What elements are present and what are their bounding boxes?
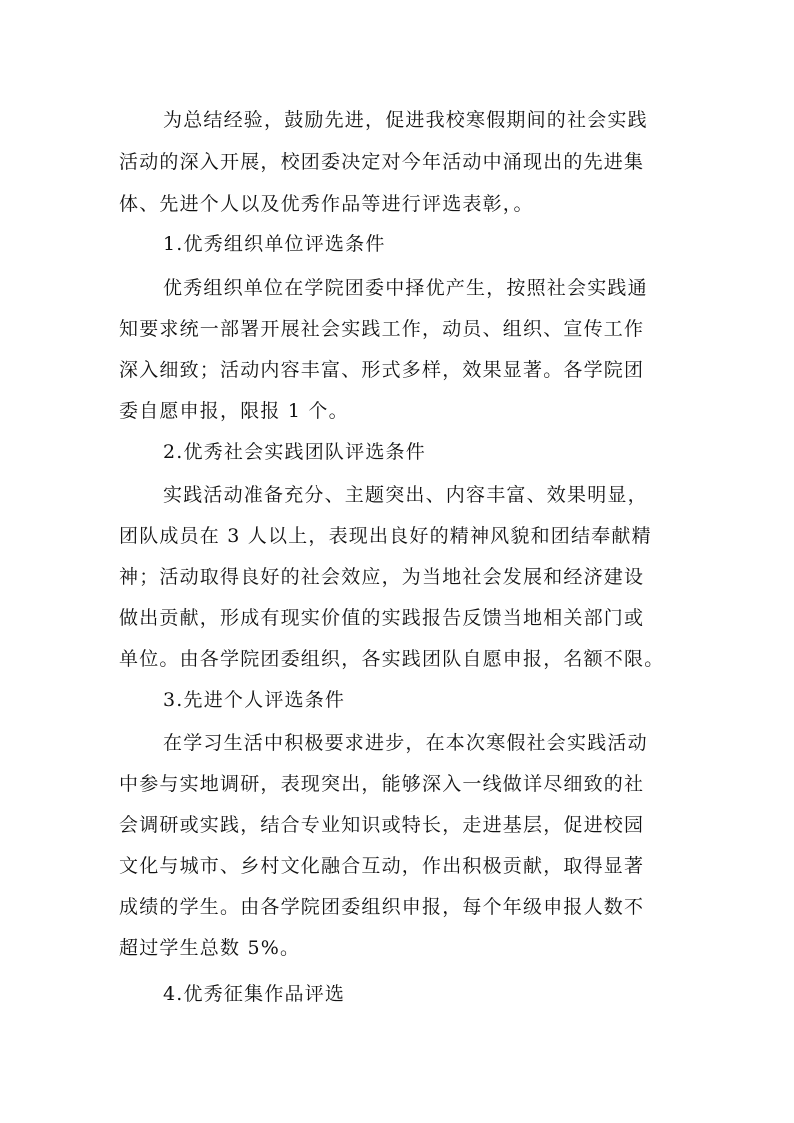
section-2-body-line-1: 实践活动准备充分、主题突出、内容丰富、效果明显， <box>163 484 648 506</box>
section-heading-1: 1.优秀组织单位评选条件 <box>163 233 386 255</box>
section-heading-4: 4.优秀征集作品评选 <box>163 983 346 1005</box>
section-2-body-line-5: 单位。由各学院团委组织，各实践团队自愿申报，名额不限。 <box>119 648 665 670</box>
section-1-body-line-4: 委自愿申报，限报 1 个。 <box>119 400 349 422</box>
intro-paragraph-line-1: 为总结经验，鼓励先进，促进我校寒假期间的社会实践 <box>163 109 648 131</box>
section-3-body-line-4: 文化与城市、乡村文化融合互动，作出积极贡献，取得显著 <box>119 855 645 877</box>
section-2-body-line-4: 做出贡献，形成有现实价值的实践报告反馈当地相关部门或 <box>119 607 645 629</box>
section-3-body-line-6: 超过学生总数 5%。 <box>119 937 301 959</box>
section-heading-2: 2.优秀社会实践团队评选条件 <box>163 441 426 463</box>
section-2-body-line-3: 神；活动取得良好的社会效应，为当地社会发展和经济建设 <box>119 566 645 588</box>
section-3-body-line-1: 在学习生活中积极要求进步，在本次寒假社会实践活动 <box>163 732 648 754</box>
section-3-body-line-2: 中参与实地调研，表现突出，能够深入一线做详尽细致的社 <box>119 773 645 795</box>
section-2-body-line-2: 团队成员在 3 人以上，表现出良好的精神风貌和团结奉献精 <box>119 525 652 547</box>
section-3-body-line-5: 成绩的学生。由各学院团委组织申报，每个年级申报人数不 <box>119 896 645 918</box>
section-1-body-line-3: 深入细致；活动内容丰富、形式多样，效果显著。各学院团 <box>119 359 645 381</box>
section-1-body-line-2: 知要求统一部署开展社会实践工作，动员、组织、宣传工作 <box>119 318 645 340</box>
intro-paragraph-line-2: 活动的深入开展，校团委决定对今年活动中涌现出的先进集 <box>119 151 645 173</box>
section-1-body-line-1: 优秀组织单位在学院团委中择优产生，按照社会实践通 <box>163 277 648 299</box>
section-heading-3: 3.先进个人评选条件 <box>163 689 346 711</box>
intro-paragraph-line-3: 体、先进个人以及优秀作品等进行评选表彰，。 <box>119 193 534 215</box>
section-3-body-line-3: 会调研或实践，结合专业知识或特长，走进基层，促进校园 <box>119 814 645 836</box>
